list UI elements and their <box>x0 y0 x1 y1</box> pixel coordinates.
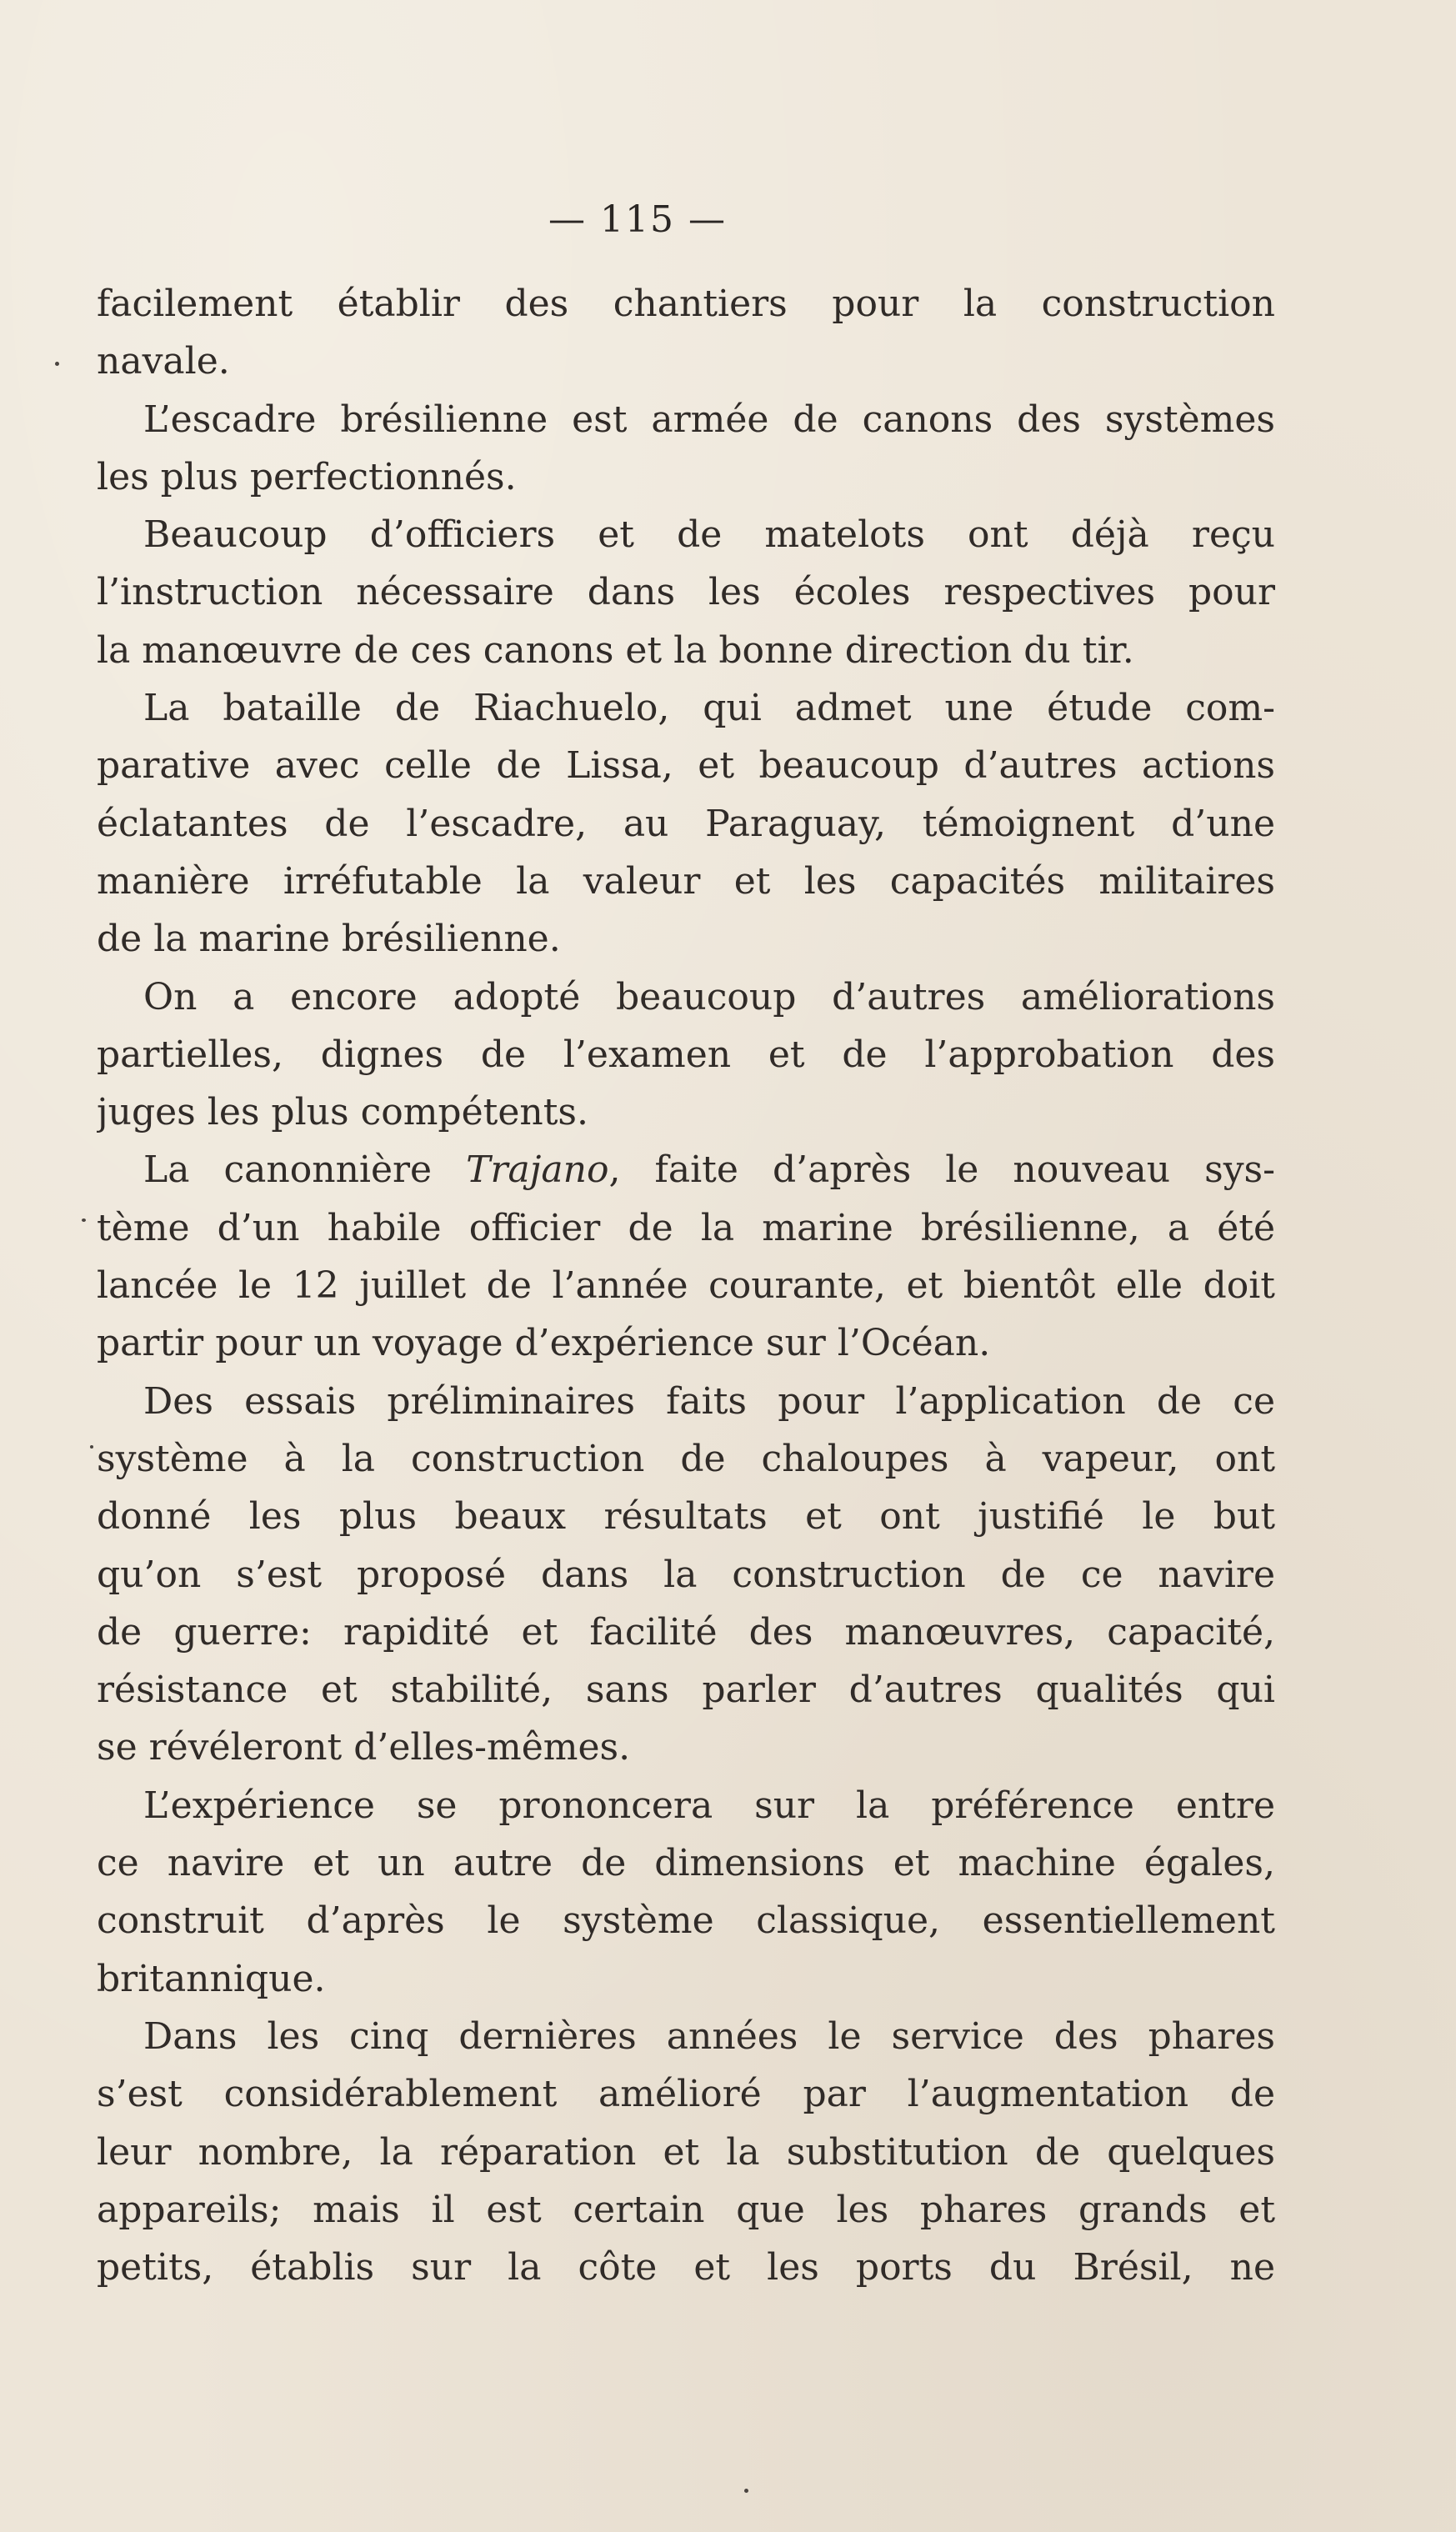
text-line: donné les plus beaux résultats et ont justifié le but <box>97 1495 1275 1539</box>
text-line: Beaucoup d’officiers et de matelots ont déjà reçu <box>143 513 1275 557</box>
text-line: Dans les cinq dernières années le service des phares <box>143 2014 1275 2058</box>
text-line: éclatantes de l’escadre, au Paraguay, témoignent d’une <box>97 802 1275 845</box>
text-line: l’instruction nécessaire dans les écoles respectives pour <box>97 571 1275 614</box>
text-line <box>97 1141 1275 1198</box>
text-line: lancée le 12 juillet de l’année courante, et bientôt elle doit <box>97 1264 1275 1308</box>
text-line: s’est considérablement amélioré par l’augmentation de <box>97 2073 1275 2116</box>
text-line: tème d’un habile officier de la marine brésilienne, a été <box>97 1206 1275 1249</box>
text-line: système à la construction de chaloupes à vapeur, ont <box>97 1437 1275 1480</box>
text-line: petits, établis sur la côte et les ports du Brésil, ne <box>97 2246 1275 2289</box>
text-line-segment: , faite d’après le nouveau sys- <box>608 1148 1275 1192</box>
text-line: la manœuvre de ces canons et la bonne direction du tir. <box>97 628 1134 672</box>
text-line: L’expérience se prononcera sur la préférence entre <box>143 1784 1275 1827</box>
page-number: — 115 — <box>548 198 727 241</box>
paper-speck <box>55 362 59 366</box>
text-line: parative avec celle de Lissa, et beaucoup d’autres actions <box>97 744 1275 788</box>
text-line: facilement établir des chantiers pour la construction <box>97 283 1275 325</box>
text-line: appareils; mais il est certain que les phares grands et <box>97 2188 1275 2231</box>
text-line: leur nombre, la réparation et la substitution de quelques <box>97 2130 1275 2174</box>
body-text <box>97 275 1275 2296</box>
text-line: se révéleront d’elles-mêmes. <box>97 1726 631 1769</box>
text-line: partir pour un voyage d’expérience sur l’Océan. <box>97 1322 991 1365</box>
text-line: On a encore adopté beaucoup d’autres améliorations <box>143 975 1275 1018</box>
text-line: de guerre: rapidité et facilité des manœuvres, capacité, <box>97 1610 1275 1654</box>
paper-speck <box>744 2489 748 2493</box>
text-line: ce navire et un autre de dimensions et machine égales, <box>97 1842 1275 1885</box>
text-line: Des essais préliminaires faits pour l’application de ce <box>143 1379 1275 1423</box>
paper-speck <box>82 1218 86 1222</box>
text-line: britannique. <box>97 1957 326 2000</box>
text-line: L’escadre brésilienne est armée de canons des systèmes <box>143 398 1275 441</box>
text-line-segment: La canonnière <box>143 1148 467 1192</box>
text-line: résistance et stabilité, sans parler d’autres qualités qui <box>97 1669 1275 1712</box>
text-line: les plus perfectionnés. <box>97 455 517 498</box>
text-line: de la marine brésilienne. <box>97 918 561 961</box>
text-line: juges les plus compétents. <box>97 1091 588 1134</box>
text-line: La bataille de Riachuelo, qui admet une étude com- <box>143 687 1275 730</box>
text-line: construit d’après le système classique, essentiellement <box>97 1899 1275 1943</box>
text-line: navale. <box>97 340 230 383</box>
text-line: manière irréfutable la valeur et les capacités militaires <box>97 859 1275 903</box>
text-line: qu’on s’est proposé dans la construction de ce navire <box>97 1553 1275 1596</box>
ship-name-italic: Trajano <box>466 1148 609 1192</box>
text-line: partielles, dignes de l’examen et de l’approbation des <box>97 1033 1275 1076</box>
paper-speck <box>90 1445 93 1449</box>
